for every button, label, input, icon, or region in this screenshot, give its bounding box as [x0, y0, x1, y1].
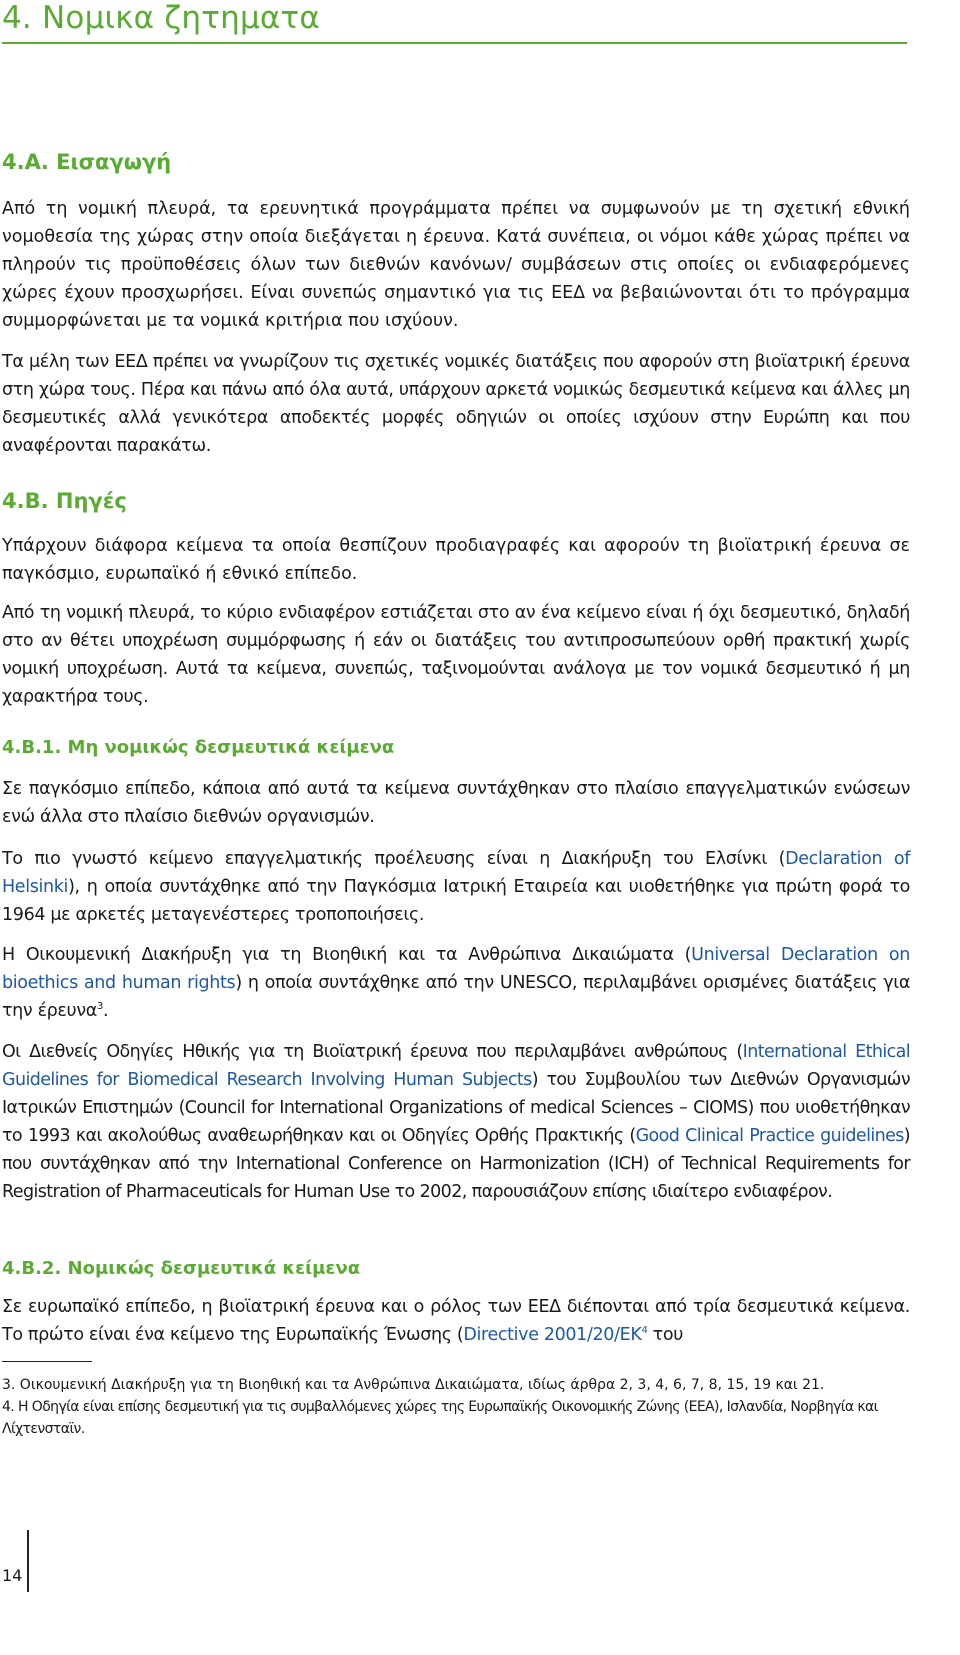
footnote-3: 3. Οικουμενική Διακήρυξη για τη Βιοηθική και τα Ανθρώπινα Δικαιώματα, ιδίως άρθρα 2, 3, 4, 6, 7, 8, 15, 19 και 21.	[2, 1377, 825, 1393]
subsection-heading-nonbinding: 4.Β.1. Μη νομικώς δεσμευτικά κείμενα	[2, 737, 395, 758]
section-heading-sources: 4.Β. Πηγές	[2, 489, 127, 513]
nonbinding-paragraph-2	[2, 845, 910, 929]
text-span: Σε ευρωπαϊκό επίπεδο, η βιοϊατρική έρευνα και ο ρόλος των ΕΕΔ διέπονται από τρία δεσμευτικά κείμενα. Το πρώτο είναι ένα κείμενο της Ευρωπαϊκής Ένωσης (	[2, 1297, 910, 1345]
directive-link[interactable]: Directive 2001/20/ΕΚ	[463, 1325, 642, 1345]
chapter-title: 4. Νομικα ζητηματα	[2, 0, 321, 36]
gcp-guidelines-link[interactable]: Good Clinical Practice guidelines	[635, 1126, 904, 1146]
sources-paragraph-2: Από τη νομική πλευρά, το κύριο ενδιαφέρον εστιάζεται στο αν ένα κείμενο είναι ή όχι δεσμευτικό, δηλαδή στο αν θέτει υποχρέωση συμμόρφωσης ή εάν οι διατάξεις του αντιπροσωπεύουν ορθή πρακτική χωρίς νομική υποχρέωση. Αυτά τα κείμενα, συνεπώς, ταξινομούνται ανάλογα με τον νομικά δεσμευτικό ή μη χαρακτήρα τους.	[2, 603, 910, 707]
section-heading-intro: 4.Α. Εισαγωγή	[2, 150, 172, 174]
footnote-separator	[2, 1361, 92, 1362]
binding-paragraph-1	[2, 1293, 910, 1349]
text-span: Οι Διεθνείς Οδηγίες Ηθικής για τη Βιοϊατρική έρευνα που περιλαμβάνει ανθρώπους (	[2, 1042, 743, 1062]
unesco-declaration-link[interactable]: Universal Declaration on bioethics and human rights	[2, 945, 910, 993]
page-number: 14	[2, 1566, 23, 1585]
footnote-ref-3[interactable]: 3	[96, 1001, 103, 1013]
declaration-of-helsinki-link[interactable]: Declaration of Helsinki	[2, 849, 910, 897]
nonbinding-paragraph-4	[2, 1038, 910, 1206]
cioms-guidelines-link[interactable]: International Ethical Guidelines for Biomedical Research Involving Human Subjects	[2, 1042, 911, 1090]
text-span: Το πιο γνωστό κείμενο επαγγελματικής προέλευσης είναι η Διακήρυξη του Ελσίνκι (	[2, 849, 786, 869]
footnote-4: 4. Η Οδηγία είναι επίσης δεσμευτική για τις συμβαλλόμενες χώρες της Ευρωπαϊκής Οικονομικής Ζώνης (ΕΕΑ), Ισλανδία, Νορβηγία και Λίχτενσταϊν.	[2, 1399, 878, 1437]
page-number-bar	[27, 1530, 29, 1592]
text-span: ) του Συμβουλίου των Διεθνών Οργανισμών Ιατρικών Επιστημών (Council for International Organizations of medical Sciences – CIOMS) που υιοθετήθηκαν το 1993 και ακολούθως αναθεωρήθηκαν και οι Οδηγίες Ορθής Πρακτικής (	[2, 1070, 910, 1146]
intro-paragraph-2: Τα μέλη των ΕΕΔ πρέπει να γνωρίζουν τις σχετικές νομικές διατάξεις που αφορούν στη βιοϊατρική έρευνα στη χώρα τους. Πέρα και πάνω από όλα αυτά, υπάρχουν αρκετά νομικώς δεσμευτικά κείμενα και άλλες μη δεσμευτικές αλλά γενικότερα αποδεκτές μορφές οδηγιών οι οποίες ισχύουν στην Ευρώπη και που αναφέρονται παρακάτω.	[2, 352, 910, 456]
nonbinding-paragraph-3	[2, 941, 910, 1025]
nonbinding-paragraph-1: Σε παγκόσμιο επίπεδο, κάποια από αυτά τα κείμενα συντάχθηκαν στο πλαίσιο επαγγελματικών ενώσεων ενώ άλλα στο πλαίσιο διεθνών οργανισμών.	[2, 779, 910, 827]
text-span: ) η οποία συντάχθηκε από την UNESCO, περιλαμβάνει ορισμένες διατάξεις για την έρευνα	[2, 973, 911, 1021]
text-span: ) που συντάχθηκαν από την International Conference on Harmonization (ICH) of Technical Requirements for Registration of Pharmaceuticals for Human Use το 2002, παρουσιάζουν επίσης ιδιαίτερο ενδιαφέρον.	[2, 1126, 910, 1202]
text-span: ), η οποία συντάχθηκε από την Παγκόσμια Ιατρική Εταιρεία και υιοθετήθηκε για πρώτη φορά το 1964 με αρκετές μεταγενέστερες τροποποιήσεις.	[2, 877, 910, 925]
text-span: .	[102, 1001, 109, 1021]
chapter-title-rule	[2, 42, 907, 44]
intro-paragraph-1: Από τη νομική πλευρά, τα ερευνητικά προγράμματα πρέπει να συμφωνούν με τη σχετική εθνική νομοθεσία της χώρας στην οποία διεξάγεται η έρευνα. Κατά συνέπεια, οι νόμοι κάθε χώρας πρέπει να πληρούν τις προϋποθέσεις όλων των διεθνών κανόνων/ συμβάσεων στις οποίες οι ενδιαφερόμενες χώρες έχουν προσχωρήσει. Είναι συνεπώς σημαντικό για τις ΕΕΔ να βεβαιώνονται ότι το πρόγραμμα συμμορφώνεται με τα νομικά κριτήρια που ισχύουν.	[2, 199, 910, 331]
subsection-heading-binding: 4.Β.2. Νομικώς δεσμευτικά κείμενα	[2, 1258, 361, 1279]
text-span: του	[647, 1325, 683, 1345]
text-span: Η Οικουμενική Διακήρυξη για τη Βιοηθική και τα Ανθρώπινα Δικαιώματα (	[2, 945, 692, 965]
footnote-ref-4[interactable]: 4	[641, 1325, 648, 1337]
sources-paragraph-1: Υπάρχουν διάφορα κείμενα τα οποία θεσπίζουν προδιαγραφές και αφορούν τη βιοϊατρική έρευνα σε παγκόσμιο, ευρωπαϊκό ή εθνικό επίπεδο.	[2, 536, 910, 584]
